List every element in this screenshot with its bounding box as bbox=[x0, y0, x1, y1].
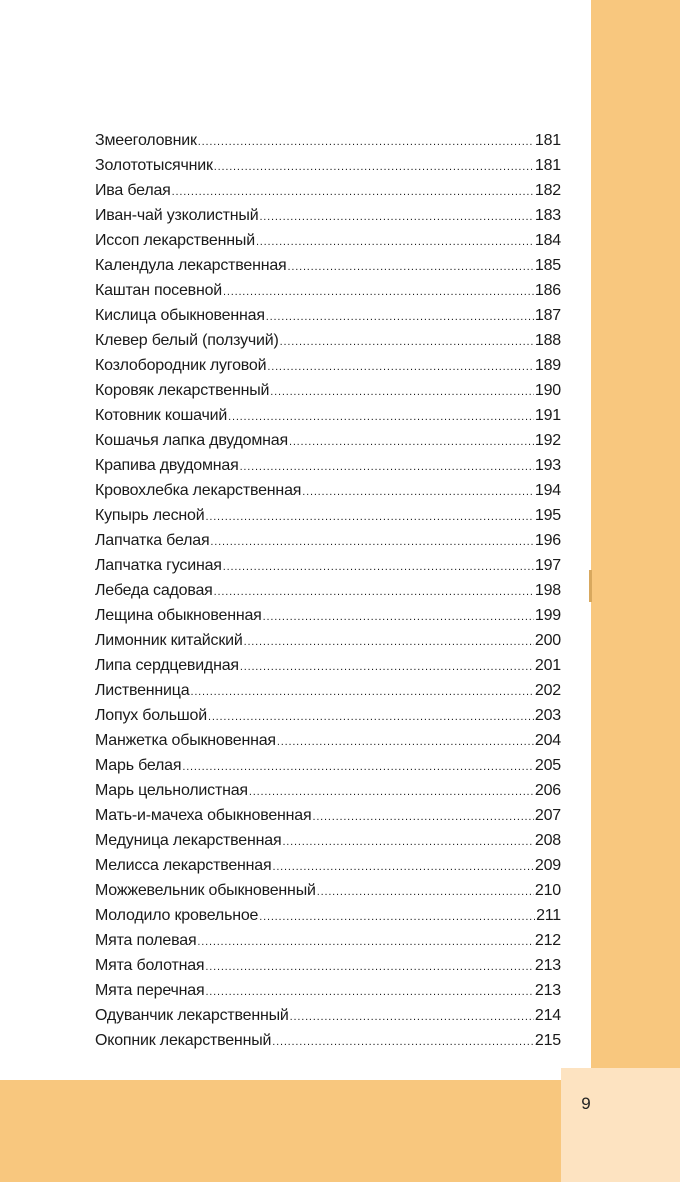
toc-entry-title: Ива белая bbox=[95, 182, 171, 199]
toc-entry bbox=[95, 307, 561, 332]
toc-entry-page: 186 bbox=[534, 282, 561, 299]
toc-entry-page: 185 bbox=[534, 257, 561, 274]
dot-leader bbox=[302, 486, 534, 498]
toc-entry bbox=[95, 357, 561, 382]
toc-entry-title: Кислица обыкновенная bbox=[95, 307, 265, 324]
toc-entry-page: 206 bbox=[534, 782, 561, 799]
toc-entry bbox=[95, 482, 561, 507]
toc-entry-page: 210 bbox=[534, 882, 561, 899]
edge-mark bbox=[589, 570, 592, 602]
dot-leader bbox=[240, 461, 534, 473]
dot-leader bbox=[223, 561, 534, 573]
toc-entry-page: 196 bbox=[534, 532, 561, 549]
dot-leader bbox=[288, 261, 534, 273]
dot-leader bbox=[277, 736, 534, 748]
toc-entry-title: Лапчатка белая bbox=[95, 532, 210, 549]
toc-entry-page: 184 bbox=[534, 232, 561, 249]
side-accent-strip bbox=[591, 0, 680, 1182]
dot-leader bbox=[290, 1011, 534, 1023]
toc-entry-page: 204 bbox=[534, 732, 561, 749]
toc-entry-page: 191 bbox=[534, 407, 561, 424]
toc-entry-page: 194 bbox=[534, 482, 561, 499]
toc-entry bbox=[95, 907, 561, 932]
dot-leader bbox=[256, 236, 534, 248]
toc-entry-title: Змееголовник bbox=[95, 132, 197, 149]
toc-entry bbox=[95, 707, 561, 732]
toc-entry-page: 193 bbox=[534, 457, 561, 474]
toc-entry-page: 205 bbox=[534, 757, 561, 774]
toc-entry-page: 208 bbox=[534, 832, 561, 849]
toc-entry-page: 213 bbox=[534, 957, 561, 974]
toc-entry-page: 207 bbox=[534, 807, 561, 824]
dot-leader bbox=[223, 286, 534, 298]
toc-entry-title: Иссоп лекарственный bbox=[95, 232, 255, 249]
toc-entry-page: 199 bbox=[534, 607, 561, 624]
toc-entry-title: Каштан посевной bbox=[95, 282, 223, 299]
toc-entry-title: Можжевельник обыкновенный bbox=[95, 882, 316, 899]
toc-entry-title: Окопник лекарственный bbox=[95, 1032, 272, 1049]
toc-entry-page: 197 bbox=[534, 557, 561, 574]
toc-entry bbox=[95, 457, 561, 482]
dot-leader bbox=[263, 611, 534, 623]
toc-entry-title: Марь цельнолистная bbox=[95, 782, 248, 799]
toc-entry bbox=[95, 932, 561, 957]
toc-entry bbox=[95, 1007, 561, 1032]
dot-leader bbox=[272, 1036, 534, 1048]
page-number: 9 bbox=[581, 1094, 591, 1113]
dot-leader bbox=[210, 536, 533, 548]
toc-entry bbox=[95, 882, 561, 907]
dot-leader bbox=[182, 761, 534, 773]
dot-leader bbox=[289, 436, 534, 448]
toc-entry bbox=[95, 332, 561, 357]
toc-entry bbox=[95, 982, 561, 1007]
dot-leader bbox=[172, 186, 534, 198]
toc-entry-title: Коровяк лекарственный bbox=[95, 382, 270, 399]
toc-entry bbox=[95, 957, 561, 982]
dot-leader bbox=[312, 811, 533, 823]
toc-entry bbox=[95, 232, 561, 257]
toc-entry-title: Мать-и-мачеха обыкновенная bbox=[95, 807, 312, 824]
toc-entry bbox=[95, 532, 561, 557]
toc-entry-title: Мята болотная bbox=[95, 957, 205, 974]
toc-entry-page: 189 bbox=[534, 357, 561, 374]
toc-entry-page: 192 bbox=[534, 432, 561, 449]
dot-leader bbox=[267, 361, 534, 373]
toc-entry bbox=[95, 282, 561, 307]
toc-entry bbox=[95, 607, 561, 632]
toc-entry-title: Кровохлебка лекарственная bbox=[95, 482, 302, 499]
dot-leader bbox=[205, 986, 533, 998]
toc-entry-title: Лапчатка гусиная bbox=[95, 557, 222, 574]
toc-entry-page: 203 bbox=[534, 707, 561, 724]
dot-leader bbox=[259, 211, 533, 223]
toc-entry bbox=[95, 757, 561, 782]
toc-entry bbox=[95, 132, 561, 157]
dot-leader bbox=[280, 336, 534, 348]
toc-entry-title: Одуванчик лекарственный bbox=[95, 1007, 289, 1024]
dot-leader bbox=[190, 686, 533, 698]
dot-leader bbox=[272, 861, 533, 873]
toc-entry-page: 212 bbox=[534, 932, 561, 949]
toc-entry bbox=[95, 857, 561, 882]
dot-leader bbox=[244, 636, 534, 648]
toc-entry-title: Клевер белый (ползучий) bbox=[95, 332, 279, 349]
toc-entry-title: Козлобородник луговой bbox=[95, 357, 267, 374]
toc-entry-title: Медуница лекарственная bbox=[95, 832, 282, 849]
toc-entry-title: Липа сердцевидная bbox=[95, 657, 239, 674]
dot-leader bbox=[259, 911, 535, 923]
toc-entry bbox=[95, 557, 561, 582]
toc-entry bbox=[95, 832, 561, 857]
dot-leader bbox=[205, 511, 533, 523]
toc-entry bbox=[95, 157, 561, 182]
dot-leader bbox=[198, 136, 534, 148]
toc-entry bbox=[95, 1032, 561, 1057]
toc-entry-title: Молодило кровельное bbox=[95, 907, 259, 924]
toc-entry bbox=[95, 182, 561, 207]
dot-leader bbox=[282, 836, 533, 848]
toc-entry-title: Мелисса лекарственная bbox=[95, 857, 272, 874]
toc-entry bbox=[95, 632, 561, 657]
toc-entry bbox=[95, 732, 561, 757]
toc-entry bbox=[95, 207, 561, 232]
toc-entry-page: 202 bbox=[534, 682, 561, 699]
dot-leader bbox=[205, 961, 534, 973]
toc-entry-page: 198 bbox=[534, 582, 561, 599]
toc-entry bbox=[95, 682, 561, 707]
dot-leader bbox=[249, 786, 534, 798]
toc-entry bbox=[95, 432, 561, 457]
toc-entry-title: Иван-чай узколистный bbox=[95, 207, 259, 224]
toc-entry-page: 190 bbox=[534, 382, 561, 399]
toc-entry-title: Манжетка обыкновенная bbox=[95, 732, 276, 749]
toc-entry bbox=[95, 782, 561, 807]
toc-entry-title: Лопух большой bbox=[95, 707, 207, 724]
page-number-tab bbox=[561, 1068, 680, 1182]
toc-entry-title: Лимонник китайский bbox=[95, 632, 243, 649]
dot-leader bbox=[266, 311, 534, 323]
toc-entry-page: 181 bbox=[534, 157, 561, 174]
dot-leader bbox=[240, 661, 534, 673]
toc-entry-title: Марь белая bbox=[95, 757, 182, 774]
toc-entry-page: 211 bbox=[536, 907, 561, 924]
toc-entry-page: 195 bbox=[534, 507, 561, 524]
dot-leader bbox=[197, 936, 533, 948]
toc-entry-title: Кошачья лапка двудомная bbox=[95, 432, 288, 449]
toc-entry-page: 213 bbox=[534, 982, 561, 999]
dot-leader bbox=[270, 386, 534, 398]
toc-entry bbox=[95, 582, 561, 607]
toc-entry bbox=[95, 382, 561, 407]
toc-entry-page: 187 bbox=[534, 307, 561, 324]
toc-entry-page: 183 bbox=[534, 207, 561, 224]
toc-entry bbox=[95, 657, 561, 682]
toc-entry bbox=[95, 407, 561, 432]
toc-entry-title: Котовник кошачий bbox=[95, 407, 228, 424]
toc-entry-page: 209 bbox=[534, 857, 561, 874]
toc-entry-title: Мята перечная bbox=[95, 982, 205, 999]
toc-entry-title: Календула лекарственная bbox=[95, 257, 287, 274]
dot-leader bbox=[228, 411, 534, 423]
toc-entry-title: Лиственница bbox=[95, 682, 190, 699]
toc-entry-title: Лебеда садовая bbox=[95, 582, 213, 599]
table-of-contents bbox=[95, 132, 561, 1057]
toc-entry bbox=[95, 807, 561, 832]
toc-entry-title: Купырь лесной bbox=[95, 507, 205, 524]
toc-entry-page: 214 bbox=[534, 1007, 561, 1024]
toc-entry-page: 201 bbox=[534, 657, 561, 674]
toc-entry-page: 188 bbox=[534, 332, 561, 349]
toc-entry-page: 200 bbox=[534, 632, 561, 649]
dot-leader bbox=[317, 886, 534, 898]
dot-leader bbox=[214, 161, 534, 173]
toc-entry-page: 181 bbox=[534, 132, 561, 149]
toc-entry-title: Лещина обыкновенная bbox=[95, 607, 262, 624]
toc-entry-title: Золототысячник bbox=[95, 157, 213, 174]
toc-entry bbox=[95, 257, 561, 282]
toc-entry-title: Мята полевая bbox=[95, 932, 197, 949]
dot-leader bbox=[208, 711, 534, 723]
toc-entry-page: 215 bbox=[534, 1032, 561, 1049]
toc-entry-title: Крапива двудомная bbox=[95, 457, 239, 474]
toc-entry bbox=[95, 507, 561, 532]
toc-entry-page: 182 bbox=[534, 182, 561, 199]
dot-leader bbox=[214, 586, 534, 598]
